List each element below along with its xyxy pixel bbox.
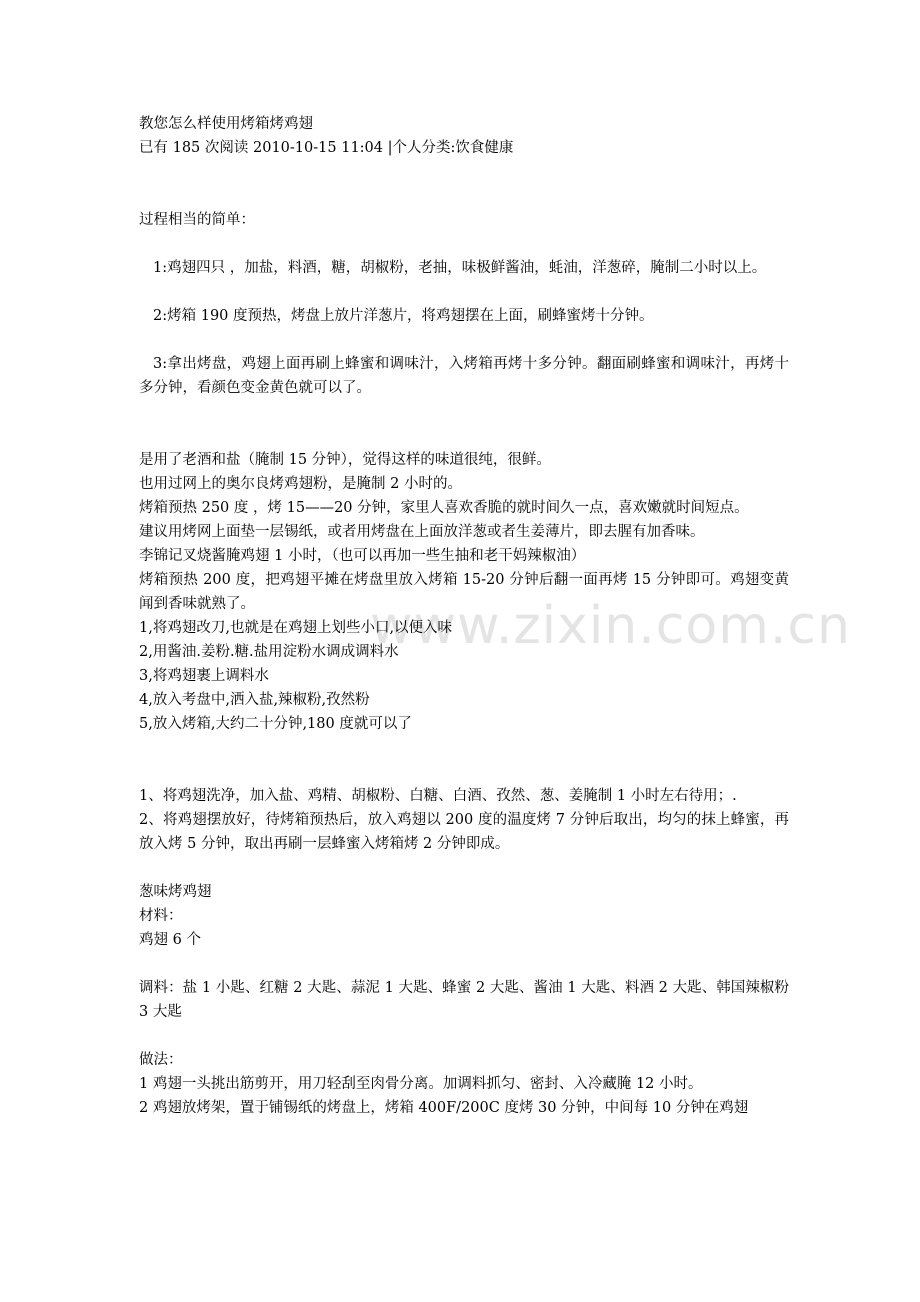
method-step-2: 2 鸡翅放烤架，置于铺锡纸的烤盘上，烤箱 400F/200C 度烤 30 分钟，中间每 10 分钟在鸡翅 — [139, 1100, 749, 1116]
note-9: 3,将鸡翅裹上调料水 — [139, 668, 269, 684]
step-a-2: 2:烤箱 190 度预热，烤盘上放片洋葱片，将鸡翅摆在上面，刷蜂蜜烤十分钟。 — [153, 308, 654, 324]
method-step-1: 1 鸡翅一头挑出筋剪开，用刀轻刮至肉骨分离。加调料抓匀、密封、入冷藏腌 12 小时。 — [139, 1076, 703, 1092]
materials-text: 鸡翅 6 个 — [139, 932, 201, 948]
note-7: 1,将鸡翅改刀,也就是在鸡翅上划些小口,以便入味 — [139, 620, 453, 636]
step-a-1: 1:鸡翅四只 ，加盐，料酒，糖，胡椒粉，老抽，味极鲜酱油，蚝油，洋葱碎，腌制二小时以上。 — [153, 260, 767, 276]
note-10: 4,放入考盘中,洒入盐,辣椒粉,孜然粉 — [139, 692, 370, 708]
method-label: 做法： — [139, 1052, 183, 1068]
article-title: 教您怎么样使用烤箱烤鸡翅 — [139, 116, 313, 132]
note-11: 5,放入烤箱,大约二十分钟,180 度就可以了 — [139, 716, 412, 732]
step-a-3: 3:拿出烤盘，鸡翅上面再刷上蜂蜜和调味汁，入烤箱再烤十多分钟。翻面刷蜂蜜和调味汁，再烤十多分钟，看颜色变金黄色就可以了。 — [139, 356, 789, 396]
recipe-title: 葱味烤鸡翅 — [139, 884, 212, 900]
note-5: 李锦记叉烧酱腌鸡翅 1 小时，（也可以再加一些生抽和老干妈辣椒油） — [139, 548, 586, 564]
intro-text: 过程相当的简单： — [139, 212, 255, 228]
step-b-2: 2、将鸡翅摆放好，待烤箱预热后，放入鸡翅以 200 度的温度烤 7 分钟后取出，均匀的抹上蜂蜜，再放入烤 5 分钟，取出再刷一层蜂蜜入烤箱烤 2 分钟即成。 — [139, 812, 789, 852]
document-page — [139, 112, 789, 1120]
note-6: 烤箱预热 200 度，把鸡翅平摊在烤盘里放入烤箱 15-20 分钟后翻一面再烤 15 分钟即可。鸡翅变黄闻到香味就熟了。 — [139, 572, 789, 612]
note-3: 烤箱预热 250 度 ，烤 15——20 分钟，家里人喜欢香脆的就时间久一点，喜欢嫩就时间短点。 — [139, 500, 749, 516]
article-meta: 已有 185 次阅读 2010-10-15 11:04 |个人分类:饮食健康 — [139, 140, 514, 156]
step-b-1: 1、将鸡翅洗净，加入盐、鸡精、胡椒粉、白糖、白酒、孜然、葱、姜腌制 1 小时左右待用；. — [139, 788, 737, 804]
note-8: 2,用酱油.姜粉.糖.盐用淀粉水调成调料水 — [139, 644, 399, 660]
note-4: 建议用烤网上面垫一层锡纸，或者用烤盘在上面放洋葱或者生姜薄片，即去腥有加香味。 — [139, 524, 705, 540]
watermark: www.zixin.com.cn — [370, 596, 851, 656]
note-2: 也用过网上的奥尔良烤鸡翅粉，是腌制 2 小时的。 — [139, 476, 462, 492]
materials-label: 材料： — [139, 908, 183, 924]
note-1: 是用了老酒和盐（腌制 15 分钟），觉得这样的味道很纯，很鲜。 — [139, 452, 551, 468]
seasoning-text: 调料：盐 1 小匙、红糖 2 大匙、蒜泥 1 大匙、蜂蜜 2 大匙、酱油 1 大匙、料酒 2 大匙、韩国辣椒粉 3 大匙 — [139, 980, 789, 1020]
